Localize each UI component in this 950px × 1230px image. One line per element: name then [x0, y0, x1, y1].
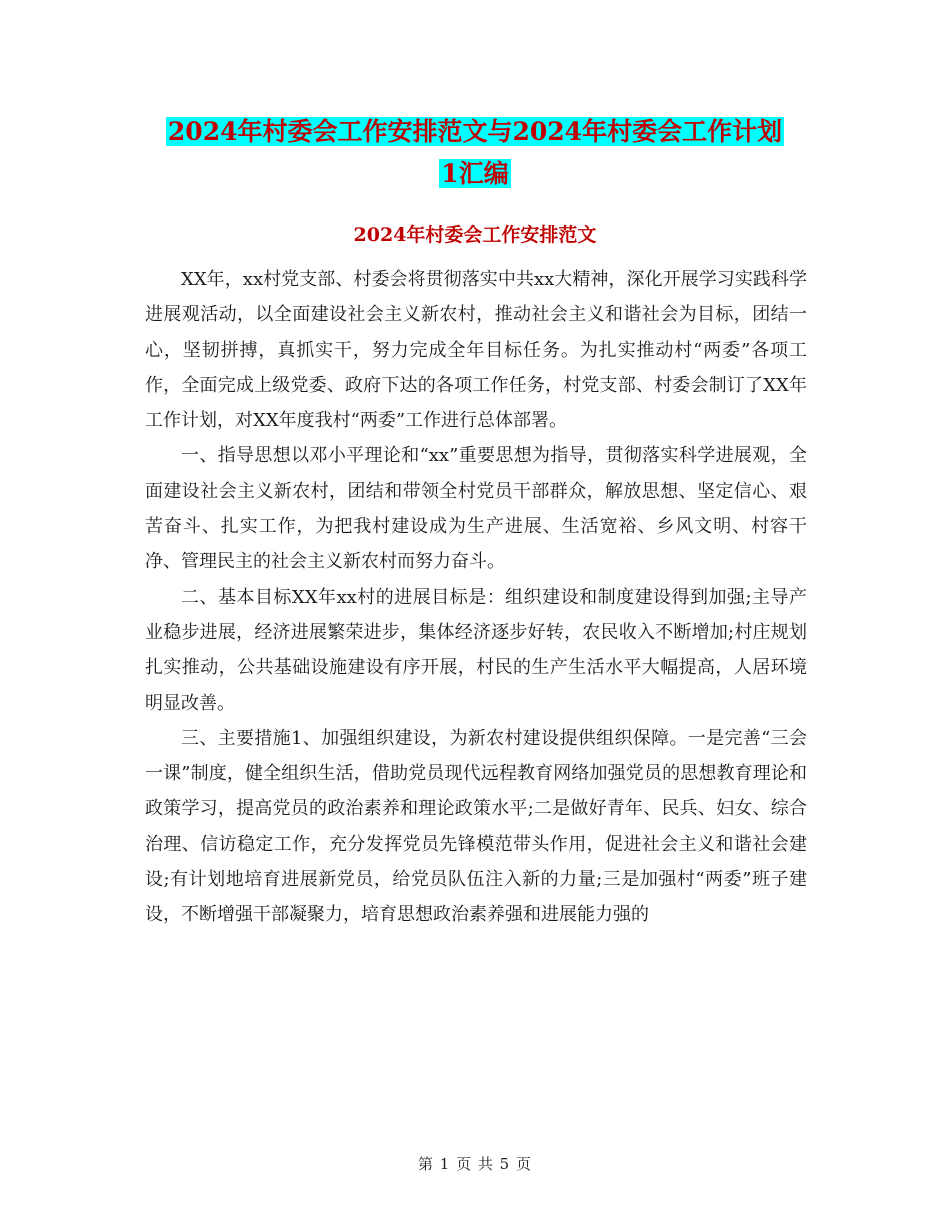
document-title-line-2	[0, 156, 950, 192]
document-body	[145, 262, 807, 933]
paragraph: 一、指导思想以邓小平理论和“xx”重要思想为指导，贯彻落实科学进展观，全面建设社会主义新农村，团结和带领全村党员干部群众，解放思想、坚定信心、艰苦奋斗、扎实工作，为把我村建设成为生产进展、生活宽裕、乡风文明、村容干净、管理民主的社会主义新农村而努力奋斗。	[145, 445, 807, 573]
document-title-line-1	[0, 114, 950, 150]
title-highlight: 1汇编	[441, 159, 509, 188]
title-highlight: 2024年村委会工作安排范文与2024年村委会工作计划	[167, 117, 783, 146]
paragraph: XX年，xx村党支部、村委会将贯彻落实中共xx大精神，深化开展学习实践科学进展观活动，以全面建设社会主义新农村，推动社会主义和谐社会为目标，团结一心，坚韧拼搏，真抓实干，努力完成全年目标任务。为扎实推动村“两委”各项工作，全面完成上级党委、政府下达的各项工作任务，村党支部、村委会制订了XX年工作计划，对XX年度我村“两委”工作进行总体部署。	[145, 269, 807, 432]
page-footer: 第 1 页 共 5 页	[418, 1155, 532, 1173]
paragraph: 二、基本目标XX年xx村的进展目标是：组织建设和制度建设得到加强;主导产业稳步进展，经济进展繁荣进步，集体经济逐步好转，农民收入不断增加;村庄规划扎实推动，公共基础设施建设有序开展，村民的生产生活水平大幅提高，人居环境明显改善。	[145, 586, 807, 714]
section-heading: 2024年村委会工作安排范文	[353, 224, 597, 246]
paragraph: 三、主要措施1、加强组织建设，为新农村建设提供组织保障。一是完善“三会一课”制度，健全组织生活，借助党员现代远程教育网络加强党员的思想教育理论和政策学习，提高党员的政治素养和理论政策水平;二是做好青年、民兵、妇女、综合治理、信访稳定工作，充分发挥党员先锋模范带头作用，促进社会主义和谐社会建设;有计划地培育进展新党员，给党员队伍注入新的力量;三是加强村“两委”班子建设，不断增强干部凝聚力，培育思想政治素养强和进展能力强的	[145, 727, 807, 926]
